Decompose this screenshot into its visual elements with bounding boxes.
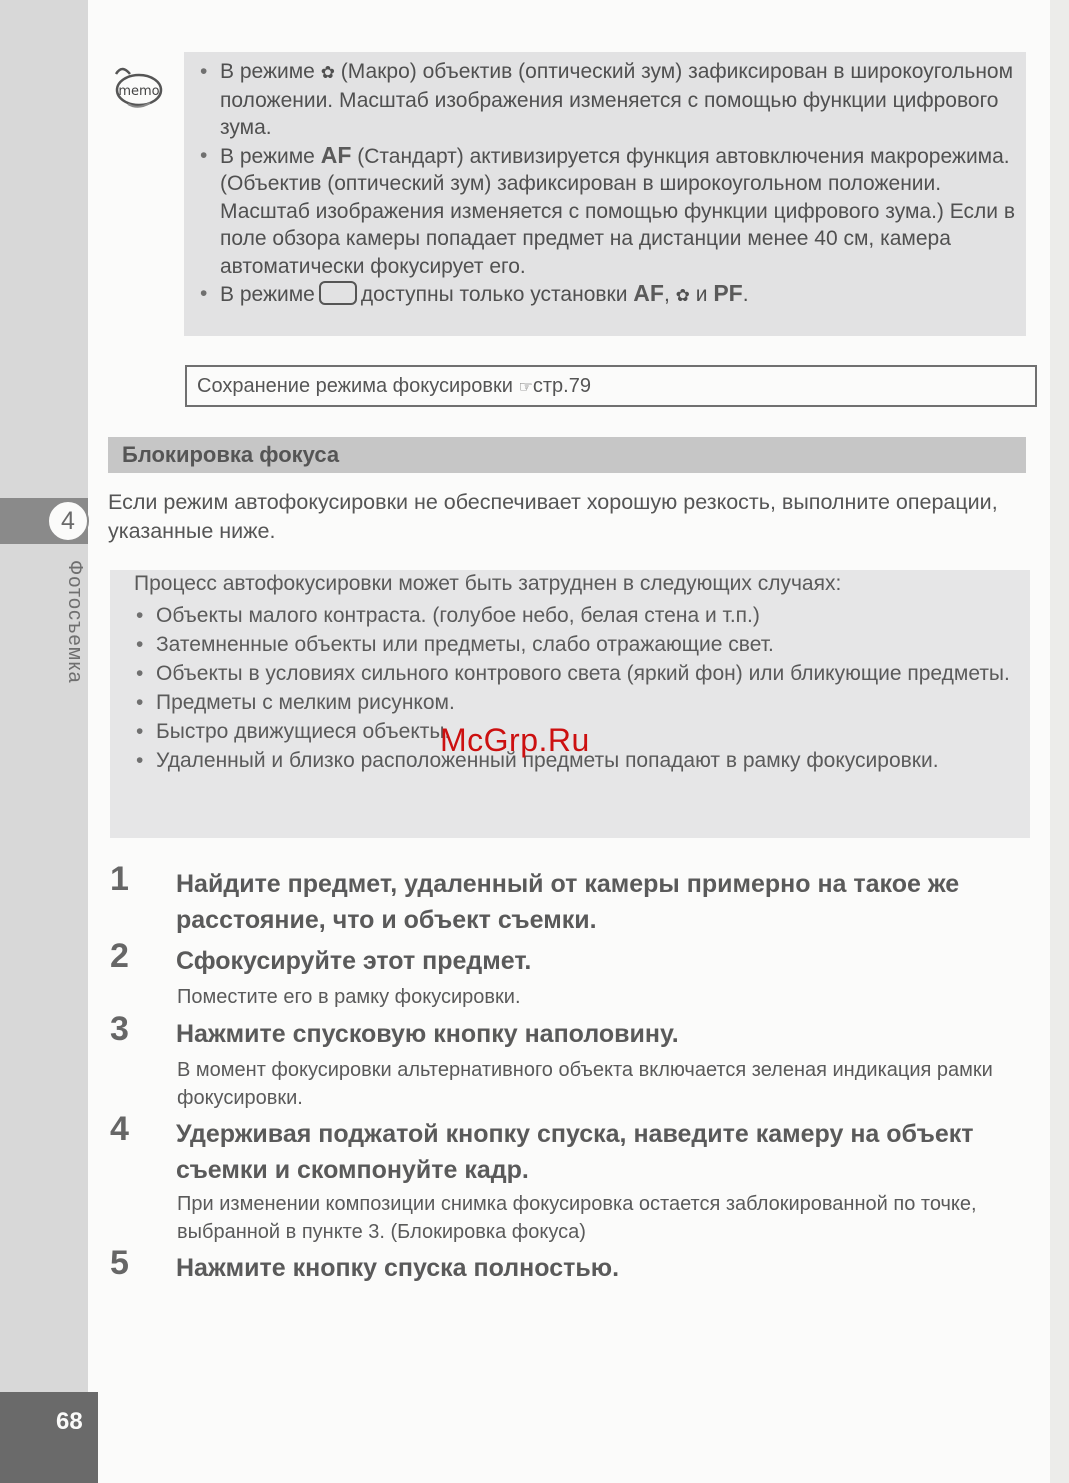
step-number: 5 — [110, 1244, 129, 1282]
list-item: • Объекты малого контраста. (голубое небо, белая стена и т.п.) — [134, 601, 1014, 630]
list-item: • Объекты в условиях сильного контрового света (яркий фон) или бликующие предметы. — [134, 659, 1014, 688]
frame-mode-icon — [319, 281, 357, 305]
section-intro: Если режим автофокусировки не обеспечивает хорошую резкость, выполните операции, указанные ниже. — [108, 490, 998, 543]
reference-pointer-icon: ☞ — [518, 379, 533, 396]
page-number: 68 — [56, 1408, 83, 1435]
list-item: • Затемненные объекты или предметы, слабо отражающие свет. — [134, 630, 1014, 659]
chapter-number: 4 — [47, 500, 89, 542]
step-description: Поместите его в рамку фокусировки. — [177, 986, 521, 1008]
step-title: Найдите предмет, удаленный от камеры примерно на такое же расстояние, что и объект съемки. — [176, 870, 960, 934]
page-edge — [1050, 0, 1069, 1483]
memo-bullet-macro: • В режиме ✿ (Макро) объектив (оптический зум) зафиксирован в широкоугольном положении. Масштаб изображения изменяется с помощью функции цифрового зума. — [198, 58, 1016, 142]
reference-page: стр.79 — [532, 375, 591, 397]
step-description: При изменении композиции снимка фокусировка остается заблокированной по точке, выбранной в пункте 3. (Блокировка фокуса) — [177, 1193, 977, 1243]
list-item: • Удаленный и близко расположенный предметы попадают в рамку фокусировки. — [134, 746, 1014, 775]
macro-icon: ✿ — [320, 63, 335, 82]
reference-text: Сохранение режима фокусировки — [197, 375, 513, 397]
step-title: Нажмите спусковую кнопку наполовину. — [176, 1020, 679, 1048]
memo-icon — [108, 62, 164, 110]
step-title: Сфокусируйте этот предмет. — [176, 947, 532, 975]
step-number: 4 — [110, 1110, 129, 1148]
step-description: В момент фокусировки альтернативного объекта включается зеленая индикация рамки фокусировки. — [177, 1059, 993, 1109]
section-header — [108, 437, 1026, 473]
step-title: Нажмите кнопку спуска полностью. — [176, 1254, 620, 1282]
chapter-label: Фотосъемка — [64, 560, 86, 684]
step-number: 2 — [110, 937, 129, 975]
memo-bullet-af: • В режиме AF (Стандарт) активизируется функция автовключения макрорежима. (Объектив (оптический зум) зафиксирован в широкоугольном положении. Масштаб изображения изменяется с помощью функции цифрового зума.) Если в поле обзора камеры попадает предмет на дистанции менее 40 см, камера автоматически фокусирует его. — [198, 142, 1016, 281]
step-title: Удерживая поджатой кнопку спуска, наведите камеру на объект съемки и скомпонуйте кадр. — [176, 1120, 974, 1184]
memo-box — [184, 52, 1026, 336]
conditions-title: Процесс автофокусировки может быть затруднен в следующих случаях: — [134, 572, 842, 595]
step-number: 3 — [110, 1010, 129, 1048]
page-number-box — [0, 1392, 98, 1483]
chapter-sidebar — [0, 0, 88, 1483]
memo-icon-label: memo — [118, 84, 160, 99]
section-title: Блокировка фокуса — [122, 442, 340, 467]
cross-reference — [185, 365, 1037, 407]
list-item: • Быстро движущиеся объекты. — [134, 717, 1014, 746]
conditions-box — [110, 570, 1030, 838]
watermark: McGrp.Ru — [440, 722, 590, 758]
step-number: 1 — [110, 860, 129, 898]
list-item: • Предметы с мелким рисунком. — [134, 688, 1014, 717]
memo-bullet-frame: • В режиме доступны только установки AF, ✿ и PF. — [198, 280, 1016, 310]
af-mode-label: AF — [320, 141, 352, 168]
macro-icon: ✿ — [675, 286, 690, 305]
